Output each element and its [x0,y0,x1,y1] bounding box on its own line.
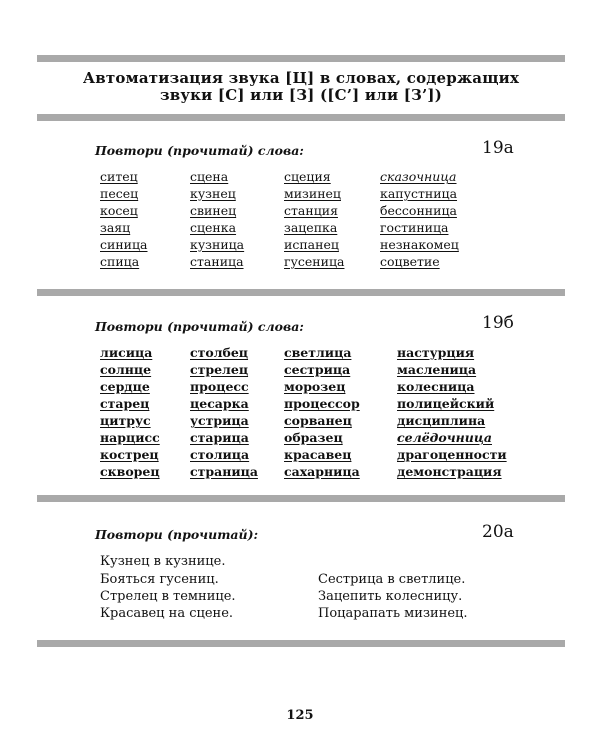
word: настурция [397,345,475,360]
phrase: Красавец на сцене. [100,606,234,621]
word: масленица [397,362,477,377]
word: мизинец [284,186,341,201]
section-rule [37,495,565,502]
page-title [37,70,565,104]
phrase: Зацепить колесницу. [318,589,463,604]
word: колесница [397,379,475,394]
word: гостиница [380,220,449,235]
word: светлица [284,345,352,360]
top-rule [37,55,565,62]
word: сказочница [380,169,457,184]
exercise-number-20a: 20а [482,522,514,542]
word: красавец [284,447,352,462]
word: драгоценности [397,447,507,462]
word: селёдочница [397,430,492,445]
word: капустница [380,186,458,201]
word: скворец [100,464,160,479]
word: испанец [284,237,339,252]
word: ситец [100,169,138,184]
word-column [190,344,258,480]
word: кузнец [190,186,236,201]
word: старица [190,430,249,445]
word-column [190,168,244,270]
exercise-number-19a: 19а [482,138,514,158]
phrase: Бояться гусениц. [100,572,219,587]
instruction-19a: Повтори (прочитай) слова: [95,143,304,158]
word: заяц [100,220,131,235]
word: сценка [190,220,237,235]
word: процессор [284,396,360,411]
word: кострец [100,447,159,462]
word: процесс [190,379,249,394]
phrase: Стрелец в темнице. [100,589,236,604]
word-column [397,344,507,480]
word: станция [284,203,338,218]
word: столбец [190,345,249,360]
word-column [100,168,148,270]
word: стрелец [190,362,249,377]
word: столица [190,447,250,462]
page-number: 125 [286,708,314,723]
word: бессонница [380,203,457,218]
word: песец [100,186,139,201]
word: свинец [190,203,237,218]
word: косец [100,203,138,218]
word: сцеция [284,169,331,184]
word-column [380,168,459,270]
word: спица [100,254,140,269]
word-column [284,344,360,480]
word: солнце [100,362,152,377]
word: цесарка [190,396,249,411]
instruction-19b: Повтори (прочитай) слова: [95,319,304,334]
phrase: Кузнец в кузнице. [100,554,226,569]
word: сорванец [284,413,352,428]
word: дисциплина [397,413,486,428]
word: старец [100,396,150,411]
word: демонстрация [397,464,502,479]
word-column [284,168,344,270]
bottom-rule [37,640,565,647]
title-line-2: звуки [С] или [З] ([С’] или [З’]) [159,86,443,104]
word: сцена [190,169,229,184]
word: полицейский [397,396,495,411]
word: цитрус [100,413,151,428]
word: сахарница [284,464,360,479]
word: нарцисс [100,430,160,445]
word: гусеница [284,254,345,269]
phrase: Сестрица в светлице. [318,572,466,587]
word: сердце [100,379,150,394]
word: синица [100,237,148,252]
exercise-number-19b: 19б [482,313,514,333]
title-line-1: Автоматизация звука [Ц] в словах, содержащих [82,69,520,87]
word: страница [190,464,258,479]
word: соцветие [380,254,440,269]
phrase: Поцарапать мизинец. [318,606,468,621]
word: морозец [284,379,346,394]
word-column [100,344,160,480]
word: незнакомец [380,237,459,252]
word: кузница [190,237,245,252]
section-rule [37,289,565,296]
word: зацепка [284,220,338,235]
word: лисица [100,345,153,360]
word: образец [284,430,343,445]
instruction-20a: Повтори (прочитай): [95,527,259,542]
title-rule [37,114,565,121]
word: станица [190,254,244,269]
word: сестрица [284,362,351,377]
word: устрица [190,413,249,428]
